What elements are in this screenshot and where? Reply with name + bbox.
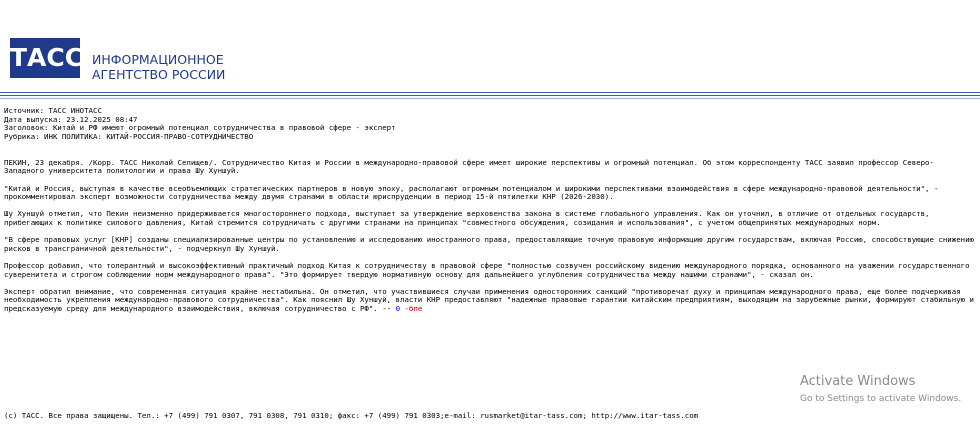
watermark-subtitle: Go to Settings to activate Windows. (800, 394, 962, 404)
agency-name-line-2: АГЕНТСТВО РОССИИ (92, 67, 226, 82)
paragraph-4: "В сфере правовых услуг [КНР] созданы специализированные центры по установлению и исследованию иностранного права, предоставляющие точную правовую информацию другим государствам, включая Россию, способствующие снижению рисков в трансграничной деятельности", - подчеркнул Шу Хуншуй. (4, 235, 974, 253)
meta-date: Дата выпуска: 23.12.2025 08:47 (4, 114, 138, 124)
paragraph-6 (4, 288, 976, 314)
watermark-title: Activate Windows (800, 374, 916, 389)
paragraph-5: Профессор добавил, что толерантный и высокоэффективный практичный подход Китая к сотрудничеству в правовой сфере "полностью созвучен российскому видению международного порядка, основанного на уважении государственного суверенитета и строгом соблюдении норм международного права". "Это формирует твердую нормативную основу для дальнейшего углубления сотрудничества между нашими странами", - сказал он. (4, 261, 970, 279)
meta-source: Источник: ТАСС ИНОТАСС (4, 106, 102, 115)
agency-name-line-1: ИНФОРМАЦИОННОЕ (92, 52, 224, 67)
agency-name (92, 52, 225, 82)
header-divider-top (0, 92, 980, 93)
trailer-dashes: -- (382, 303, 392, 313)
header-divider-light (0, 98, 980, 99)
meta-rubric: Рубрика: ИНК ПОЛИТИКА: КИТАЙ-РОССИЯ-ПРАВО-СОТРУДНИЧЕСТВО (4, 131, 254, 141)
meta-title: Заголовок: Китай и РФ имеют огромный потенциал сотрудничества в правовой сфере - эксперт (4, 123, 396, 133)
header-divider-bottom (0, 95, 980, 96)
paragraph-6-text: Эксперт обратил внимание, что современная ситуация крайне нестабильна. Он отметил, что участвившиеся случаи применения односторонних санкций "противоречат духу и принципам международного права, еще более подчеркивая необходимость укрепления международно-правового сотрудничества". Как пояснил Шу Хуншуй, власти КНР предоставляют "надежные правовые гарантии китайским предприятиям, выходящим на зарубежные рынки, формируют стабильную и предсказуемую среду для международного взаимодействия, включая сотрудничество с РФ". (4, 286, 974, 313)
windows-activation-watermark (800, 374, 961, 405)
paragraph-3: Шу Хуншуй отметил, что Пекин неизменно придерживается многостороннего подхода, выступает за утверждение верховенства закона в системе глобального управления. Как он уточнил, в отличие от отдельных государств, прибегающих к политике силового давления, Китай стремится сотрудничать с другими странами на принципах "совместного обсуждения, созидания и использования", с учетом общепринятых международных норм. (4, 209, 930, 228)
tass-header (0, 0, 980, 92)
copyright-footer: (с) ТАСС. Все права защищены. Тел.: +7 (499) 791 0307, 791 0308, 791 0310; факс: +7 (499) 791 0303;e-mail: rusmarket@itar-tass.com; http://www.itar-tass.com (4, 411, 699, 420)
trailer-tag: -бпе (404, 303, 423, 313)
trailer-code: 0 (395, 303, 401, 313)
article-body (4, 107, 976, 314)
paragraph-1: ПЕКИН, 23 декабря. /Корр. ТАСС Николай Селищев/. Сотрудничество Китая и России в международно-правовой сфере имеет широкие перспективы и огромный потенциал. Об этом корреспонденту ТАСС заявил профессор Северо- Западного университета политологии и права Шу Хуншуй. (4, 157, 934, 176)
paragraph-2: "Китай и Россия, выступая в качестве всеобъемлющих стратегических партнеров в новую эпоху, располагают огромным потенциалом и широкими перспективами взаимодействия в сфере международно-правовой деятельности", - прокомментировал эксперт возможности сотрудничества между двумя странами в области юриспруденции в период 15-й пятилетки КНР (2026-2030). (4, 183, 939, 202)
tass-logo: ТАСС (10, 38, 80, 78)
